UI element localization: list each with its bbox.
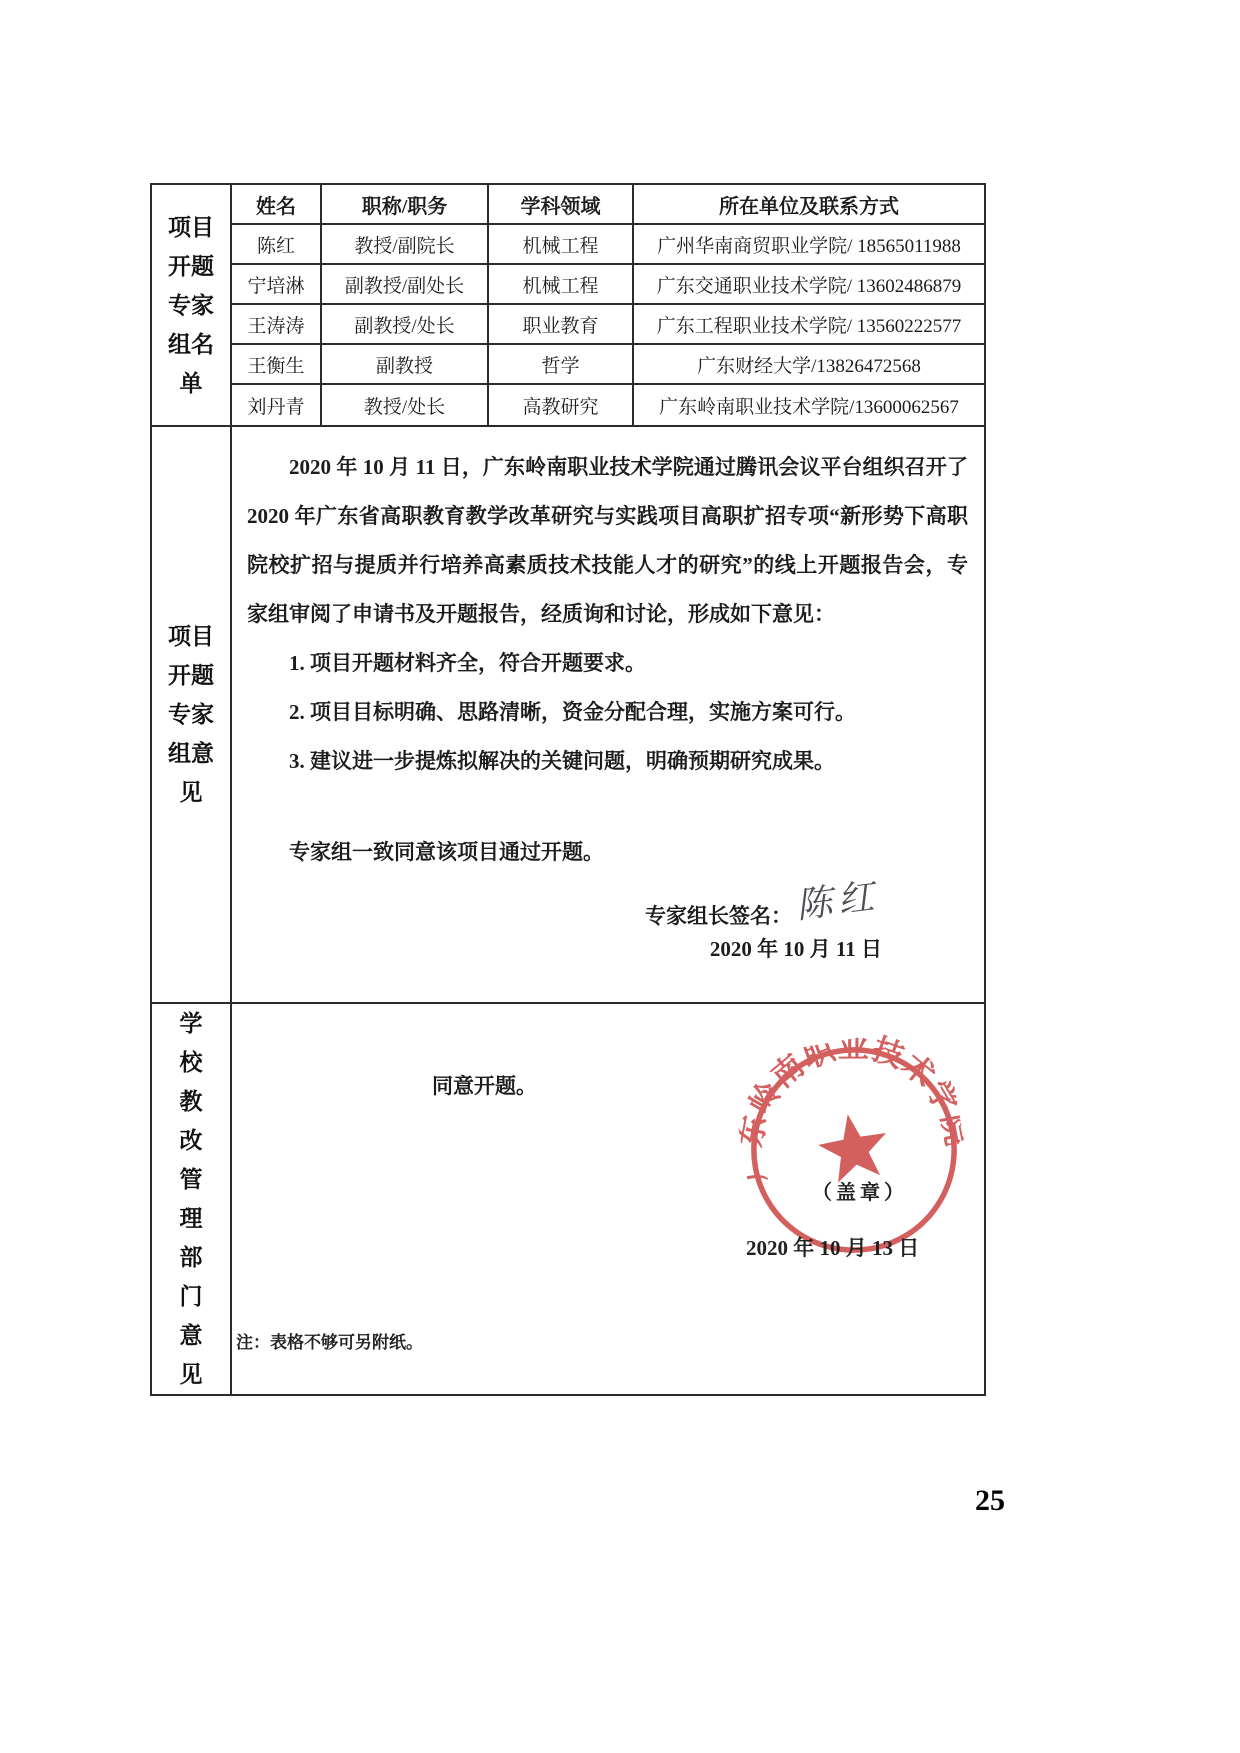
opinion-item-3: 3. 建议进一步提炼拟解决的关键问题，明确预期研究成果。 — [289, 749, 835, 773]
cell-name: 王衡生 — [232, 345, 322, 385]
opinion-conclusion: 专家组一致同意该项目通过开题。 — [289, 840, 604, 864]
stamp-circular-text: 广东岭南职业技术学院 — [733, 1030, 975, 1185]
cell-unit: 广东交通职业技术学院/ 13602486879 — [634, 265, 984, 305]
cell-unit: 广东工程职业技术学院/ 13560222577 — [634, 305, 984, 345]
cell-field: 高教研究 — [489, 385, 634, 425]
opening-report-table — [150, 183, 986, 1396]
cell-title: 副教授 — [322, 345, 489, 385]
school-opinion-row-label-cell — [152, 1004, 232, 1394]
expert-opinion-date: 2020 年 10 月 11 日 — [709, 937, 882, 961]
section-expert-list — [152, 185, 984, 427]
cell-title: 教授/处长 — [322, 385, 489, 425]
col-header-name: 姓名 — [232, 185, 322, 225]
opinion-item-1: 1. 项目开题材料齐全，符合开题要求。 — [289, 651, 646, 675]
school-opinion-row-label: 学校教改管理部门意见 — [179, 1011, 203, 1387]
expert-opinion-row-label: 项目开题专家组意见 — [168, 624, 214, 805]
cell-name: 刘丹青 — [232, 385, 322, 425]
school-approval-text: 同意开题。 — [432, 1074, 537, 1098]
footer-note: 注：表格不够可另附纸。 — [236, 1333, 423, 1352]
cell-field: 职业教育 — [489, 305, 634, 345]
col-header-field: 学科领域 — [489, 185, 634, 225]
cell-unit: 广州华南商贸职业学院/ 18565011988 — [634, 225, 984, 265]
expert-list-row-label-cell — [152, 185, 232, 425]
star-icon — [814, 1108, 893, 1185]
signature-label: 专家组长签名： — [644, 904, 792, 928]
stamp-note: （盖章） — [812, 1182, 908, 1204]
expert-list-row-label: 项目开题专家组名单 — [168, 214, 214, 396]
school-opinion-content — [232, 1004, 984, 1324]
cell-title: 副教授/副处长 — [322, 265, 489, 305]
col-header-title: 职称/职务 — [322, 185, 489, 225]
expert-leader-signature: 陈红 — [793, 876, 883, 926]
cell-name: 陈红 — [232, 225, 322, 265]
col-header-unit: 所在单位及联系方式 — [634, 185, 984, 225]
cell-field: 机械工程 — [489, 265, 634, 305]
cell-name: 王涛涛 — [232, 305, 322, 345]
opinion-item-2: 2. 项目目标明确、思路清晰，资金分配合理，实施方案可行。 — [289, 700, 856, 724]
expert-opinion-row-label-cell — [152, 427, 232, 1002]
page-number: 25 — [975, 1484, 1005, 1517]
cell-title: 副教授/处长 — [322, 305, 489, 345]
expert-opinion-content — [232, 427, 984, 1002]
cell-unit: 广东财经大学/13826472568 — [634, 345, 984, 385]
school-opinion-date: 2020 年 10 月 13 日 — [746, 1236, 920, 1260]
section-expert-opinion — [152, 427, 984, 1004]
cell-unit: 广东岭南职业技术学院/13600062567 — [659, 396, 959, 418]
expert-table — [232, 185, 984, 425]
cell-title: 教授/副院长 — [322, 225, 489, 265]
cell-field: 机械工程 — [489, 225, 634, 265]
opinion-paragraph: 2020 年 10 月 11 日，广东岭南职业技术学院通过腾讯会议平台组织召开了 2020 年广东省高职教育教学改革研究与实践项目高职扩招专项“新形势下高职院校扩招与提质并行培养高素质技术技能人才的研究”的线上开题报告会，专家组审阅了申请书及开题报告，经质询和讨论，形成如下意见： — [247, 455, 968, 626]
cell-name: 宁培淋 — [232, 265, 322, 305]
cell-field: 哲学 — [489, 345, 634, 385]
